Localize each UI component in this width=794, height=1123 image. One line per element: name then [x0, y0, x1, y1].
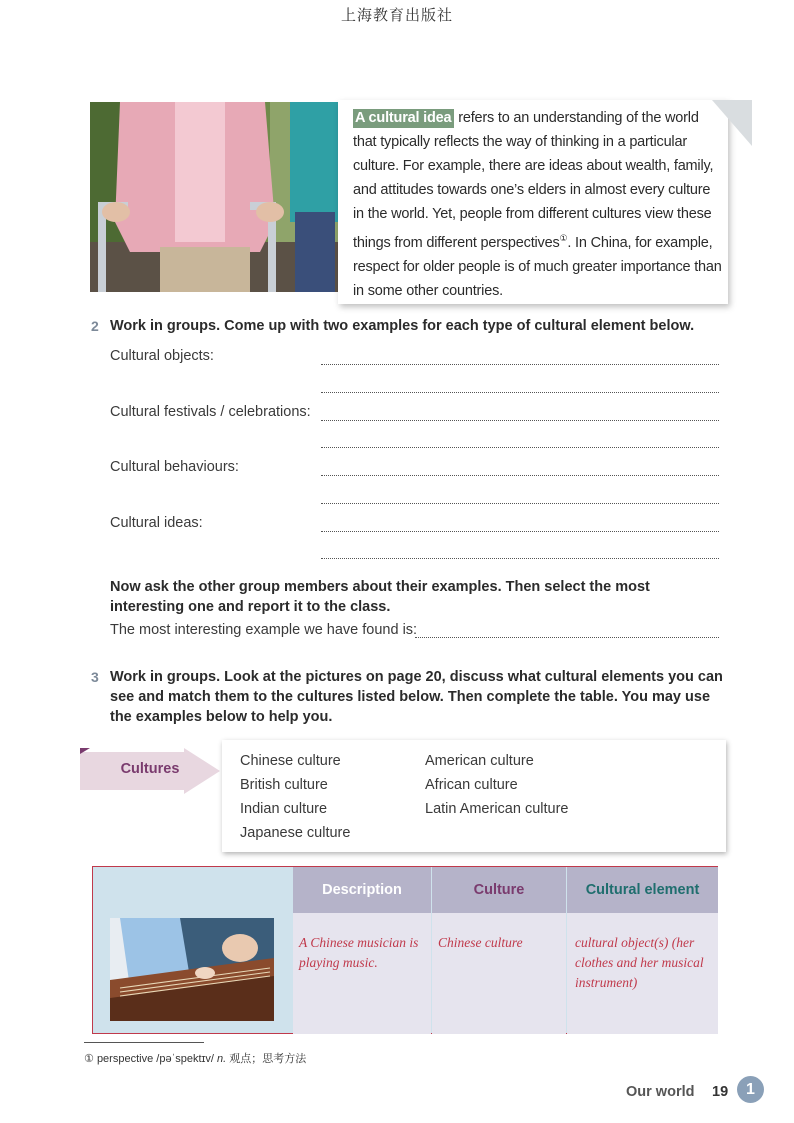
culture-item: British culture	[240, 777, 328, 793]
culture-item: Chinese culture	[240, 753, 341, 769]
header-cultural-element: Cultural element	[567, 867, 718, 913]
question-2-instruction: Work in groups. Come up with two examples for each type of cultural element below.	[110, 318, 695, 334]
answer-line[interactable]	[321, 392, 719, 393]
question-3-line3: the examples below to help you.	[110, 709, 333, 725]
description-text: A Chinese musician is playing music.	[299, 935, 419, 970]
footnote-pos: n.	[217, 1053, 227, 1065]
answer-line[interactable]	[321, 531, 719, 532]
unit-number-badge: 1	[737, 1076, 764, 1103]
question-3-line1: Work in groups. Look at the pictures on page 20, discuss what cultural elements you can	[110, 669, 723, 685]
followup-instruction-line2: interesting one and report it to the class.	[110, 599, 391, 615]
culture-item: American culture	[425, 753, 534, 769]
cultures-list-box	[222, 740, 726, 852]
label-cultural-ideas: Cultural ideas:	[110, 515, 203, 531]
culture-item: Latin American culture	[425, 801, 569, 817]
label-cultural-behaviours: Cultural behaviours:	[110, 459, 239, 475]
section-title: Our world	[626, 1084, 695, 1100]
footnote-phonetic: /pəˈspektɪv/	[156, 1053, 214, 1065]
label-most-interesting: The most interesting example we have found is:	[110, 622, 418, 638]
answer-line[interactable]	[321, 475, 719, 476]
answer-line[interactable]	[321, 420, 719, 421]
answer-line[interactable]	[321, 447, 719, 448]
label-cultural-festivals: Cultural festivals / celebrations:	[110, 404, 311, 420]
question-3-number: 3	[91, 669, 99, 685]
cultures-tab-label: Cultures	[120, 761, 180, 777]
footnote-ref: ①	[559, 233, 568, 243]
answer-line[interactable]	[321, 364, 719, 365]
footnote-marker: ①	[84, 1053, 94, 1065]
header-description: Description	[293, 867, 431, 913]
footnote-meaning: 观点；思考方法	[229, 1053, 307, 1065]
culture-item: African culture	[425, 777, 518, 793]
answer-line[interactable]	[321, 503, 719, 504]
element-text: cultural object(s) (her clothes and her musical instrument)	[575, 935, 704, 990]
elderly-woman-photo	[90, 102, 338, 292]
cultural-idea-card	[338, 100, 728, 304]
question-2-number: 2	[91, 318, 99, 334]
cell-description	[293, 913, 431, 1034]
answer-line[interactable]	[321, 558, 719, 559]
culture-item: Japanese culture	[240, 825, 351, 841]
cultural-idea-highlight: A cultural idea	[353, 109, 454, 128]
cultures-tab	[80, 748, 220, 794]
footnote-word: perspective	[96, 1053, 154, 1065]
cell-culture	[432, 913, 566, 1034]
header-culture: Culture	[432, 867, 566, 913]
followup-instruction-line1: Now ask the other group members about their examples. Then select the most	[110, 579, 650, 595]
musician-photo	[110, 918, 274, 1021]
page-fold-decoration	[712, 100, 752, 146]
cell-cultural-element	[567, 913, 718, 1034]
intro-text-part1: refers to an understanding of the world that typically reflects the way of thinking in a particular culture. For example, there are ideas about wealth, family, and attitudes towards one’s elders in almost every culture in the world. Yet, people from different cultures view these things from different perspectives	[353, 110, 714, 251]
culture-item: Indian culture	[240, 801, 328, 817]
culture-text: Chinese culture	[438, 935, 523, 950]
publisher-header: 上海教育出版社	[340, 6, 453, 24]
cultural-idea-text	[353, 106, 723, 303]
answer-line[interactable]	[415, 637, 719, 638]
question-3-line2: see and match them to the cultures listed below. Then complete the table. You may use	[110, 689, 711, 705]
label-cultural-objects: Cultural objects:	[110, 348, 214, 364]
footnote	[84, 1050, 306, 1066]
page-number: 19	[712, 1084, 729, 1100]
footnote-rule	[84, 1042, 204, 1043]
intro-text-part2: . In China, for example, respect for older people is of much greater importance than in some other countries.	[353, 234, 722, 299]
